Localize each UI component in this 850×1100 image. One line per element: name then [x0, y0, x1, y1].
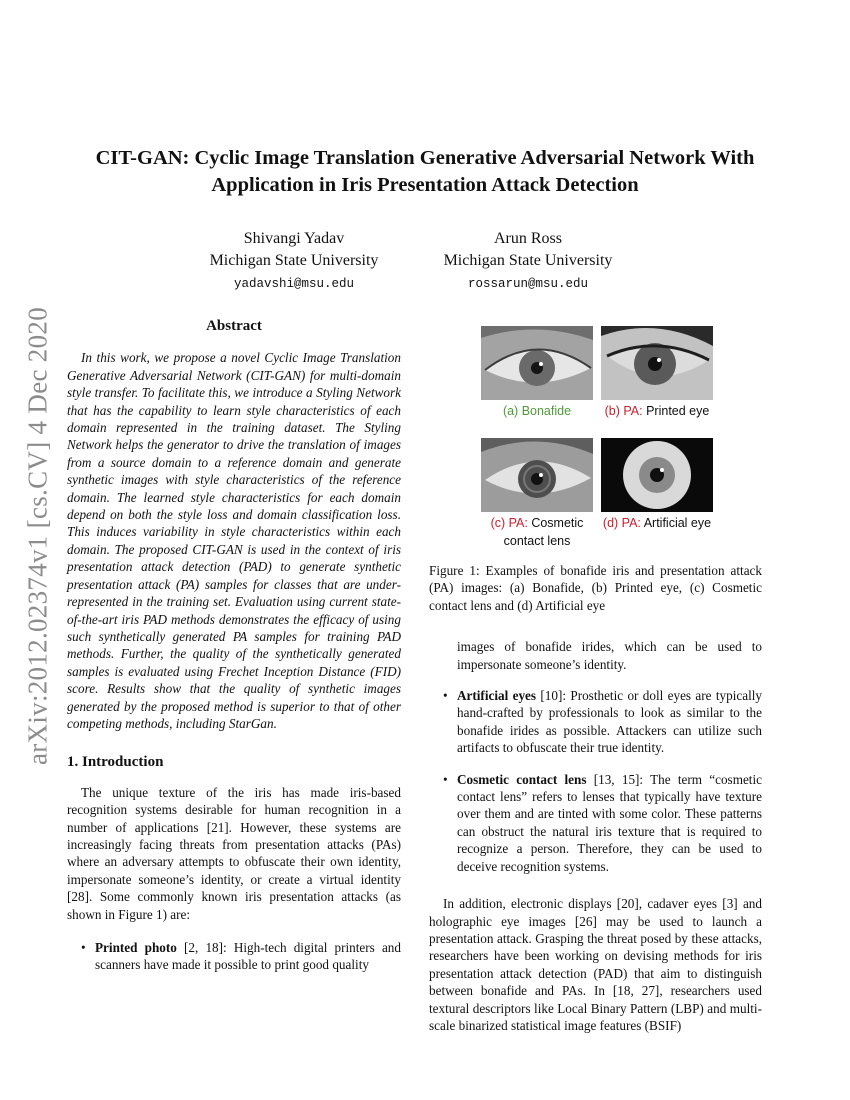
cosmetic-lens-eye-image — [481, 438, 593, 512]
figure-1-caption: Figure 1: Examples of bonafide iris and presentation attack (PA) images: (a) Bonafide, (b) Printed eye, (c) Cosmetic contact lens and (d) Artificial eye — [429, 563, 762, 613]
figure-label-c: (c) PA: Cosmetic contact lens — [490, 516, 584, 548]
bullet-term: Cosmetic contact lens — [457, 771, 587, 787]
bullet-dot-icon: • — [443, 688, 448, 704]
bullet-text: [13, 15]: The term “cosmetic contact lens” refers to lenses that typically have texture over them and are tinted with some color. These patterns can obstruct the natural iris texture that is required to recognize a person. Therefore, they can be used to deceive recognition systems. — [457, 771, 762, 874]
bonafide-eye-image — [481, 326, 593, 400]
author-email: rossarun@msu.edu — [467, 277, 589, 291]
arxiv-identifier: arXiv:2012.02374v1 [cs.CV] 4 Dec 2020 — [22, 306, 53, 766]
artificial-eye-image — [601, 438, 713, 512]
author-name: Shivangi Yadav — [243, 230, 345, 247]
figure-label-b: (b) PA: Printed eye — [604, 404, 710, 418]
abstract-heading: Abstract — [206, 318, 262, 334]
bullet-term: Printed photo — [95, 940, 177, 955]
paper-title — [60, 145, 790, 199]
bullet-dot-icon: • — [81, 940, 86, 955]
bullet-artificial-eyes — [429, 687, 762, 757]
bullet-printed-photo — [67, 939, 401, 974]
section-heading-introduction: 1. Introduction — [67, 754, 164, 771]
bullet-cosmetic-contact-lens — [429, 771, 762, 875]
pad-paragraph: In addition, electronic displays [20], cadaver eyes [3] and holographic eye images [26] may be used to launch a presentation attack. Grasping the threat posed by these attacks, researchers have been working on devising methods for iris presentation attack detection (PAD) that aim to distinguish between bonafide and PAs. In [18, 27], researchers used textural descriptors like Local Binary Pattern (LBP) and multi-scale binarized statistical image features (BSIF) — [429, 896, 762, 1033]
bullet-term: Artificial eyes — [457, 688, 537, 704]
left-column — [67, 318, 401, 988]
author-block-1 — [174, 228, 414, 296]
right-column — [429, 318, 762, 1050]
author-email: yadavshi@msu.edu — [233, 277, 355, 291]
arxiv-sidebar — [18, 296, 58, 776]
figure-label-a: (a) Bonafide — [502, 404, 572, 418]
printed-eye-image — [601, 326, 713, 400]
abstract-body: In this work, we propose a novel Cyclic Image Translation Generative Adversarial Network (CIT-GAN) for multi-domain style transfer. To facilitate this, we introduce a Styling Network that has the capability to learn style characteristics of each domain represented in the training dataset. The Styling Network helps the generator to drive the translation of images from a source domain to a reference domain and generate synthetic images with style characteristics of the reference domain. The learned style characteristics for each domain depend on both the style loss and domain classification loss. This induces variability in style characteristics within each domain. The proposed CIT-GAN is used in the context of iris presentation attack detection (PAD) to generate synthetic presentation attack (PA) samples for classes that are under-represented in the training set. Evaluation using current state-of-the-art iris PAD methods demonstrates the efficacy of using such synthetically generated PA samples for training PAD methods. Further, the quality of the synthetically generated samples is evaluated using Frechet Inception Distance (FID) score. Results show that the quality of synthetic images generated by the proposed method is superior to that of other competing methods, including StarGan. — [67, 350, 401, 731]
printed-photo-continuation: images of bonafide irides, which can be used to impersonate someone’s identity. — [457, 639, 762, 672]
bullet-text: [2, 18]: High-tech digital printers and scanners have made it possible to print good quality — [95, 940, 401, 973]
bullet-dot-icon: • — [443, 771, 448, 787]
intro-paragraph: The unique texture of the iris has made iris-based recognition systems desirable for human recognition in a number of applications [21]. However, these systems are increasingly facing threats from presentation attacks (PAs) where an adversary attempts to obfuscate their own identity, impersonate someone’s identity, or create a virtual identity [28]. Some commonly known iris presentation attacks (as shown in Figure 1) are: — [67, 784, 401, 922]
author-affiliation: Michigan State University — [209, 252, 379, 269]
figure-label-d: (d) PA: Artificial eye — [602, 516, 712, 530]
author-block-2 — [408, 228, 648, 296]
pa-bullet-list-left — [67, 939, 401, 974]
author-name: Arun Ross — [493, 230, 562, 247]
title-line-1: CIT-GAN: Cyclic Image Translation Generative Adversarial Network With — [95, 147, 755, 169]
bullet-text: [10]: Prosthetic or doll eyes are typically hand-crafted by professionals to look as similar to the bonafide irides as possible. Attackers can utilize such artifacts to obfuscate their true identity. — [457, 688, 762, 756]
title-line-2: Application in Iris Presentation Attack Detection — [211, 174, 639, 196]
author-affiliation: Michigan State University — [443, 252, 613, 269]
pa-bullet-list-right — [429, 687, 762, 875]
figure-1 — [429, 318, 762, 550]
